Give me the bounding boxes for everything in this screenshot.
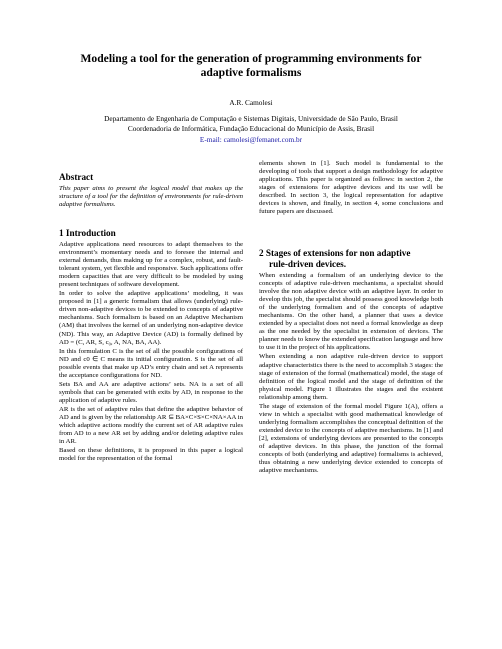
- sec1-paragraph: Based on these definitions, it is proposed in this paper a logical model for the representation of the formal: [59, 447, 243, 463]
- section-1-heading: 1 Introduction: [59, 228, 116, 238]
- affiliation-2: Coordenadoria de Informática, Fundação Educacional do Município de Assis, Brasil: [127, 124, 375, 134]
- author-name: A.R. Camolesi: [229, 98, 273, 107]
- title-line-1: Modeling a tool for the generation of programming environments for: [80, 52, 422, 65]
- sec2-paragraph: When extending a non adaptive rule-driven device to support adaptive characteristics there is the need to accomplish 3 stages: the stage of extension of the formal (mathematical) model, the stage of definition of the logical model and the stage of definition of the physical model. Figure 1 illustrates the stages and the existent relationship among them.: [259, 353, 443, 401]
- intro-continuation: elements shown in [1]. Such model is fundamental to the developing of tools that support a design methodology for adaptive applications. This paper is organized as follows: in section 2, the stages of extensions for adaptive devices and its use will be described. In section 3, the logical representation for adaptive devices is shown, and finally, in section 4, some conclusions and future papers are discussed.: [259, 160, 443, 216]
- sec1-paragraph: Adaptive applications need resources to adapt themselves to the environment’s momentary needs and to foresee the internal and external demands, thus making up for a complex, robust, and fault-tolerant system, yet flexible and responsive. Such applications offer modern capacities that are very difficult to be modeled by using present techniques of software development.: [59, 241, 243, 289]
- author-email[interactable]: E-mail: camolesi@femanet.com.br: [199, 134, 303, 144]
- sec1-paragraph: Sets BA and AA are adaptive actions’ sets. NA is a set of all symbols that can be generated with exits by AD, in response to the application of adaptive rules.: [59, 380, 243, 404]
- section-2-heading-line-2: rule-driven devices.: [269, 258, 347, 269]
- title-line-2: adaptive formalisms: [200, 66, 302, 79]
- abstract-heading: Abstract: [59, 172, 94, 182]
- author-block: [30, 98, 472, 145]
- right-column-intro: [259, 160, 443, 217]
- sec1-paragraph: AR is the set of adaptive rules that define the adaptive behavior of AD and is given by the relationship AR ⊆ BA×C×S×C×NA×AA in which adaptive actions modify the current set of AR adaptive rules from AD to a new AR set by adding and/or deleting adaptive rules in AR.: [59, 405, 243, 446]
- section-2-body: [259, 272, 443, 476]
- sec2-paragraph: The stage of extension of the formal model Figure 1(A), offers a view in which a specialist with good mathematical knowledge of underlying formalism accomplishes the conceptual definition of the extended device to the concepts of adaptive mechanisms. In [1] and [2], extensions of underlying devices are presented to the concepts of adaptive devices. In this phase, the junction of the formal concepts of both (underlying and adaptive) formalisms is achieved, thus obtaining a new underlying device extended to concepts of adaptive mechanisms.: [259, 402, 443, 475]
- section-2-heading-line-1: 2 Stages of extensions for non adaptive: [259, 248, 411, 258]
- affiliation-1: Departamento de Engenharia de Computação e Sistemas Digitais, Universidade de São Paulo, Brasil: [104, 114, 398, 124]
- sec1-paragraph: In this formulation C is the set of all the possible configurations of ND and c0 ∈ C means its initial configuration. S is the set of all possible events that make up AD’s entry chain and set A represents the acceptance configurations for ND.: [59, 347, 243, 379]
- sec1-paragraph: In order to solve the adaptive applications’ modeling, it was proposed in [1] a generic formalism that allows (underlying) rule-driven non-adaptive devices to be extended to concepts of adaptive mechanisms. Such formalism is based on an Adaptive Mechanism (AM) that involves the kernel of an underlying non-adaptive device (ND). This way, an Adaptive Device (AD) is formally defined by AD = (C, AR, S, c₀, A, NA, BA, AA).: [59, 290, 243, 346]
- paper-title: [40, 52, 462, 80]
- section-1-body: [59, 241, 243, 464]
- sec2-paragraph: When extending a formalism of an underlying device to the concepts of adaptive rule-driven mechanisms, a specialist should involve the non adaptive device with an adaptive layer. In order to develop this job, the specialist should possess good knowledge both of the underlying formalism and of the concepts of adaptive mechanisms. On the other hand, a planner that uses a device extended by a specialist does not need a formal knowledge as deep as the one needed by the specialist in extension of devices. The planner needs to know the extended specification language and how to use it in the project of his applications.: [259, 272, 443, 352]
- abstract-text: This paper aims to present the logical model that makes up the structure of a tool for the definition of environments for rule-driven adaptive formalisms.: [59, 185, 243, 209]
- section-2-heading: [259, 248, 410, 269]
